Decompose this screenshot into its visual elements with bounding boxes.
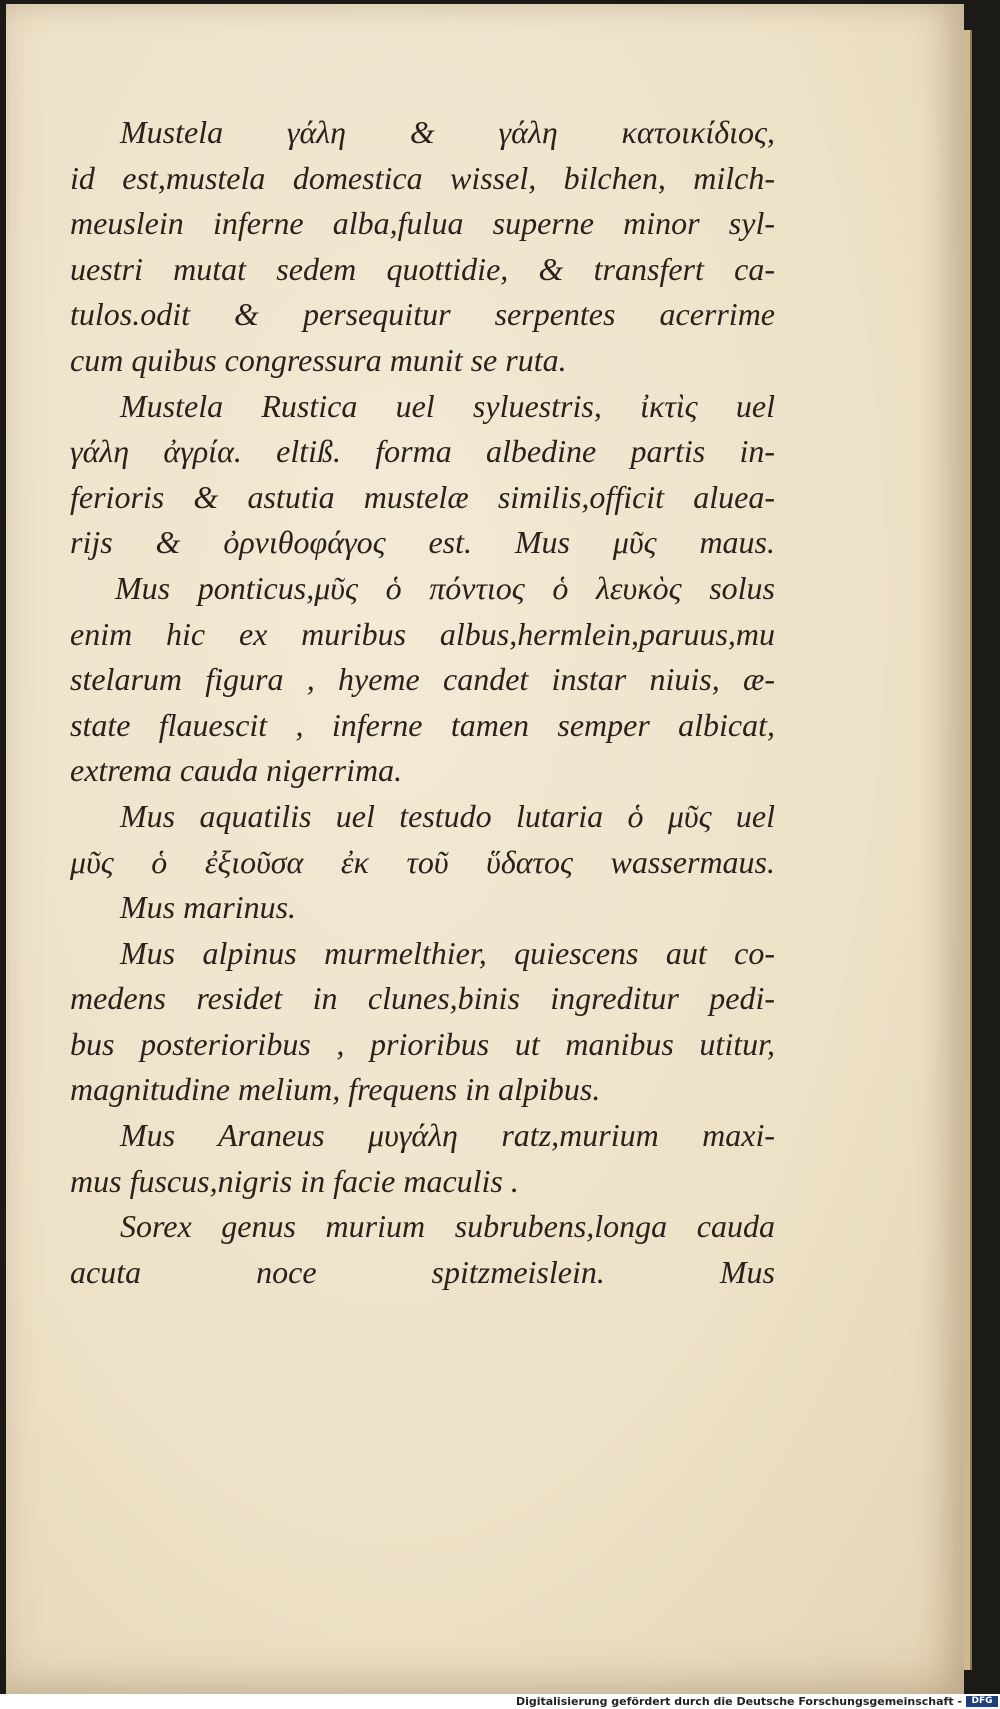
- text-line: id est,mustela domestica wissel, bilchen, milch-: [70, 159, 775, 196]
- text-line: cum quibus congressura munit se ruta.: [70, 341, 567, 378]
- text-line: Mustela γάλη & γάλη κατοικίδιος,: [120, 114, 775, 150]
- text-line: γάλη ἀγρία. eltiß. forma albedine partis in-: [70, 433, 775, 470]
- text-line: acuta noce spitzmeislein. Mus: [70, 1253, 775, 1290]
- footer-credit: Digitalisierung gefördert durch die Deutsche Forschungsgemeinschaft -: [515, 1695, 962, 1708]
- text-line: uestri mutat sedem quottidie, & transfert ca-: [70, 250, 775, 287]
- text-line: state flauescit , inferne tamen semper albicat,: [70, 706, 775, 743]
- text-line: μῦς ὁ ἐξιοῦσα ἐκ τοῦ ὕδατος wassermaus.: [70, 843, 775, 880]
- text-line: tulos.odit & persequitur serpentes acerrime: [70, 296, 775, 333]
- text-line: Mus Araneus μυγάλη ratz,murium maxi-: [120, 1117, 775, 1154]
- text-line: Mus aquatilis uel testudo lutaria ὁ μῦς uel: [120, 797, 775, 834]
- text-line: rijs & ὀρνιθοφάγος est. Mus μῦς maus.: [70, 524, 775, 561]
- dfg-logo: DFG: [966, 1696, 998, 1707]
- text-line: bus posterioribus , prioribus ut manibus utitur,: [70, 1025, 775, 1062]
- text-line: enim hic ex muribus albus,hermlein,paruus,mu: [70, 615, 775, 652]
- text-line: Mus alpinus murmelthier, quiescens aut co-: [120, 934, 775, 971]
- text-line: extrema cauda nigerrima.: [70, 752, 403, 789]
- text-line: magnitudine melium, frequens in alpibus.: [70, 1071, 601, 1108]
- text-line: medens residet in clunes,binis ingreditur pedi-: [70, 980, 775, 1017]
- text-line: Mustela Rustica uel syluestris, ἰκτὶς uel: [120, 387, 775, 424]
- text-block: [70, 110, 775, 1295]
- text-line: meuslein inferne alba,fulua superne minor syl-: [70, 205, 775, 242]
- text-line: Mus marinus.: [120, 889, 297, 926]
- text-line: Mus ponticus,μῦς ὁ πόντιος ὁ λευκὸς solus: [115, 569, 775, 606]
- text-line: stelarum figura , hyeme candet instar niuis, æ-: [70, 661, 775, 698]
- page-edge: [964, 30, 972, 1670]
- text-line: Sorex genus murium subrubens,longa cauda: [120, 1208, 775, 1245]
- text-line: ferioris & astutia mustelæ similis,officit aluea-: [70, 478, 775, 515]
- text-line: mus fuscus,nigris in facie maculis .: [70, 1162, 519, 1199]
